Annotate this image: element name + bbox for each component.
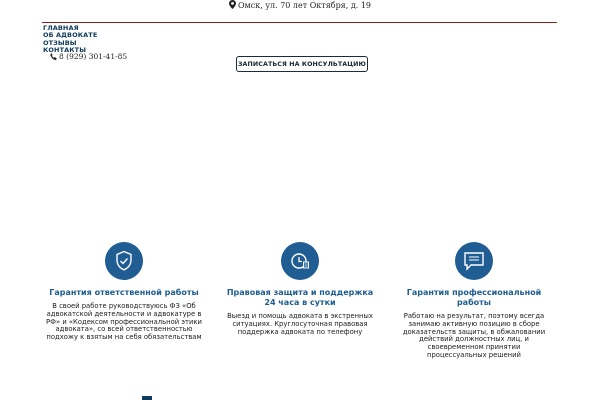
nav-item-reviews[interactable]: ОТЗЫВЫ [43, 38, 77, 47]
feature-responsible-work [44, 242, 204, 342]
header-phone[interactable] [50, 52, 127, 62]
feature-text: Работаю на результат, поэтому всегда занимаю активную позицию в сборе доказательств защиты, в обжаловании действий должностных лиц, и своевременном принятии процессуальных решений [402, 312, 546, 359]
consultation-button[interactable]: ЗАПИСАТЬСЯ НА КОНСУЛЬТАЦИЮ [236, 56, 368, 72]
feature-title: Правовая защита и поддержка 24 часа в сутки [226, 288, 374, 307]
feature-text: Выезд и помощь адвоката в экстренных ситуациях. Круглосуточная правовая поддержка адвоката по телефону [227, 312, 373, 336]
nav-item-home[interactable]: ГЛАВНАЯ [43, 24, 79, 32]
feature-professional-work [400, 242, 548, 360]
shield-check-icon [105, 242, 143, 280]
nav-item-contacts[interactable]: КОНТАКТЫ [43, 45, 87, 54]
phone-number: 8 (929) 301-41-85 [59, 52, 128, 61]
main-nav [43, 25, 97, 54]
address-text: Омск, ул. 70 лет Октября, д. 19 [237, 1, 372, 10]
feature-text: В своей работе руководствуюсь ФЗ «Об адвокатской деятельности и адвокатуре в РФ» и «Кодексом профессиональной этики адвоката», со всей ответственностью подхожу к взятым на себя обязательствам [46, 302, 202, 342]
phone-icon [50, 53, 57, 62]
feature-title: Гарантия ответственной работы [49, 288, 199, 297]
map-pin-icon [229, 0, 236, 12]
clock-24-icon [281, 242, 319, 280]
bottom-accent-mark [142, 396, 152, 400]
feature-24h-support [220, 242, 380, 336]
header-divider [42, 22, 557, 23]
feature-title: Гарантия профессиональной работы [406, 288, 542, 307]
message-icon [455, 242, 493, 280]
header-address [0, 0, 600, 12]
nav-item-about[interactable]: ОБ АДВОКАТЕ [43, 31, 98, 40]
